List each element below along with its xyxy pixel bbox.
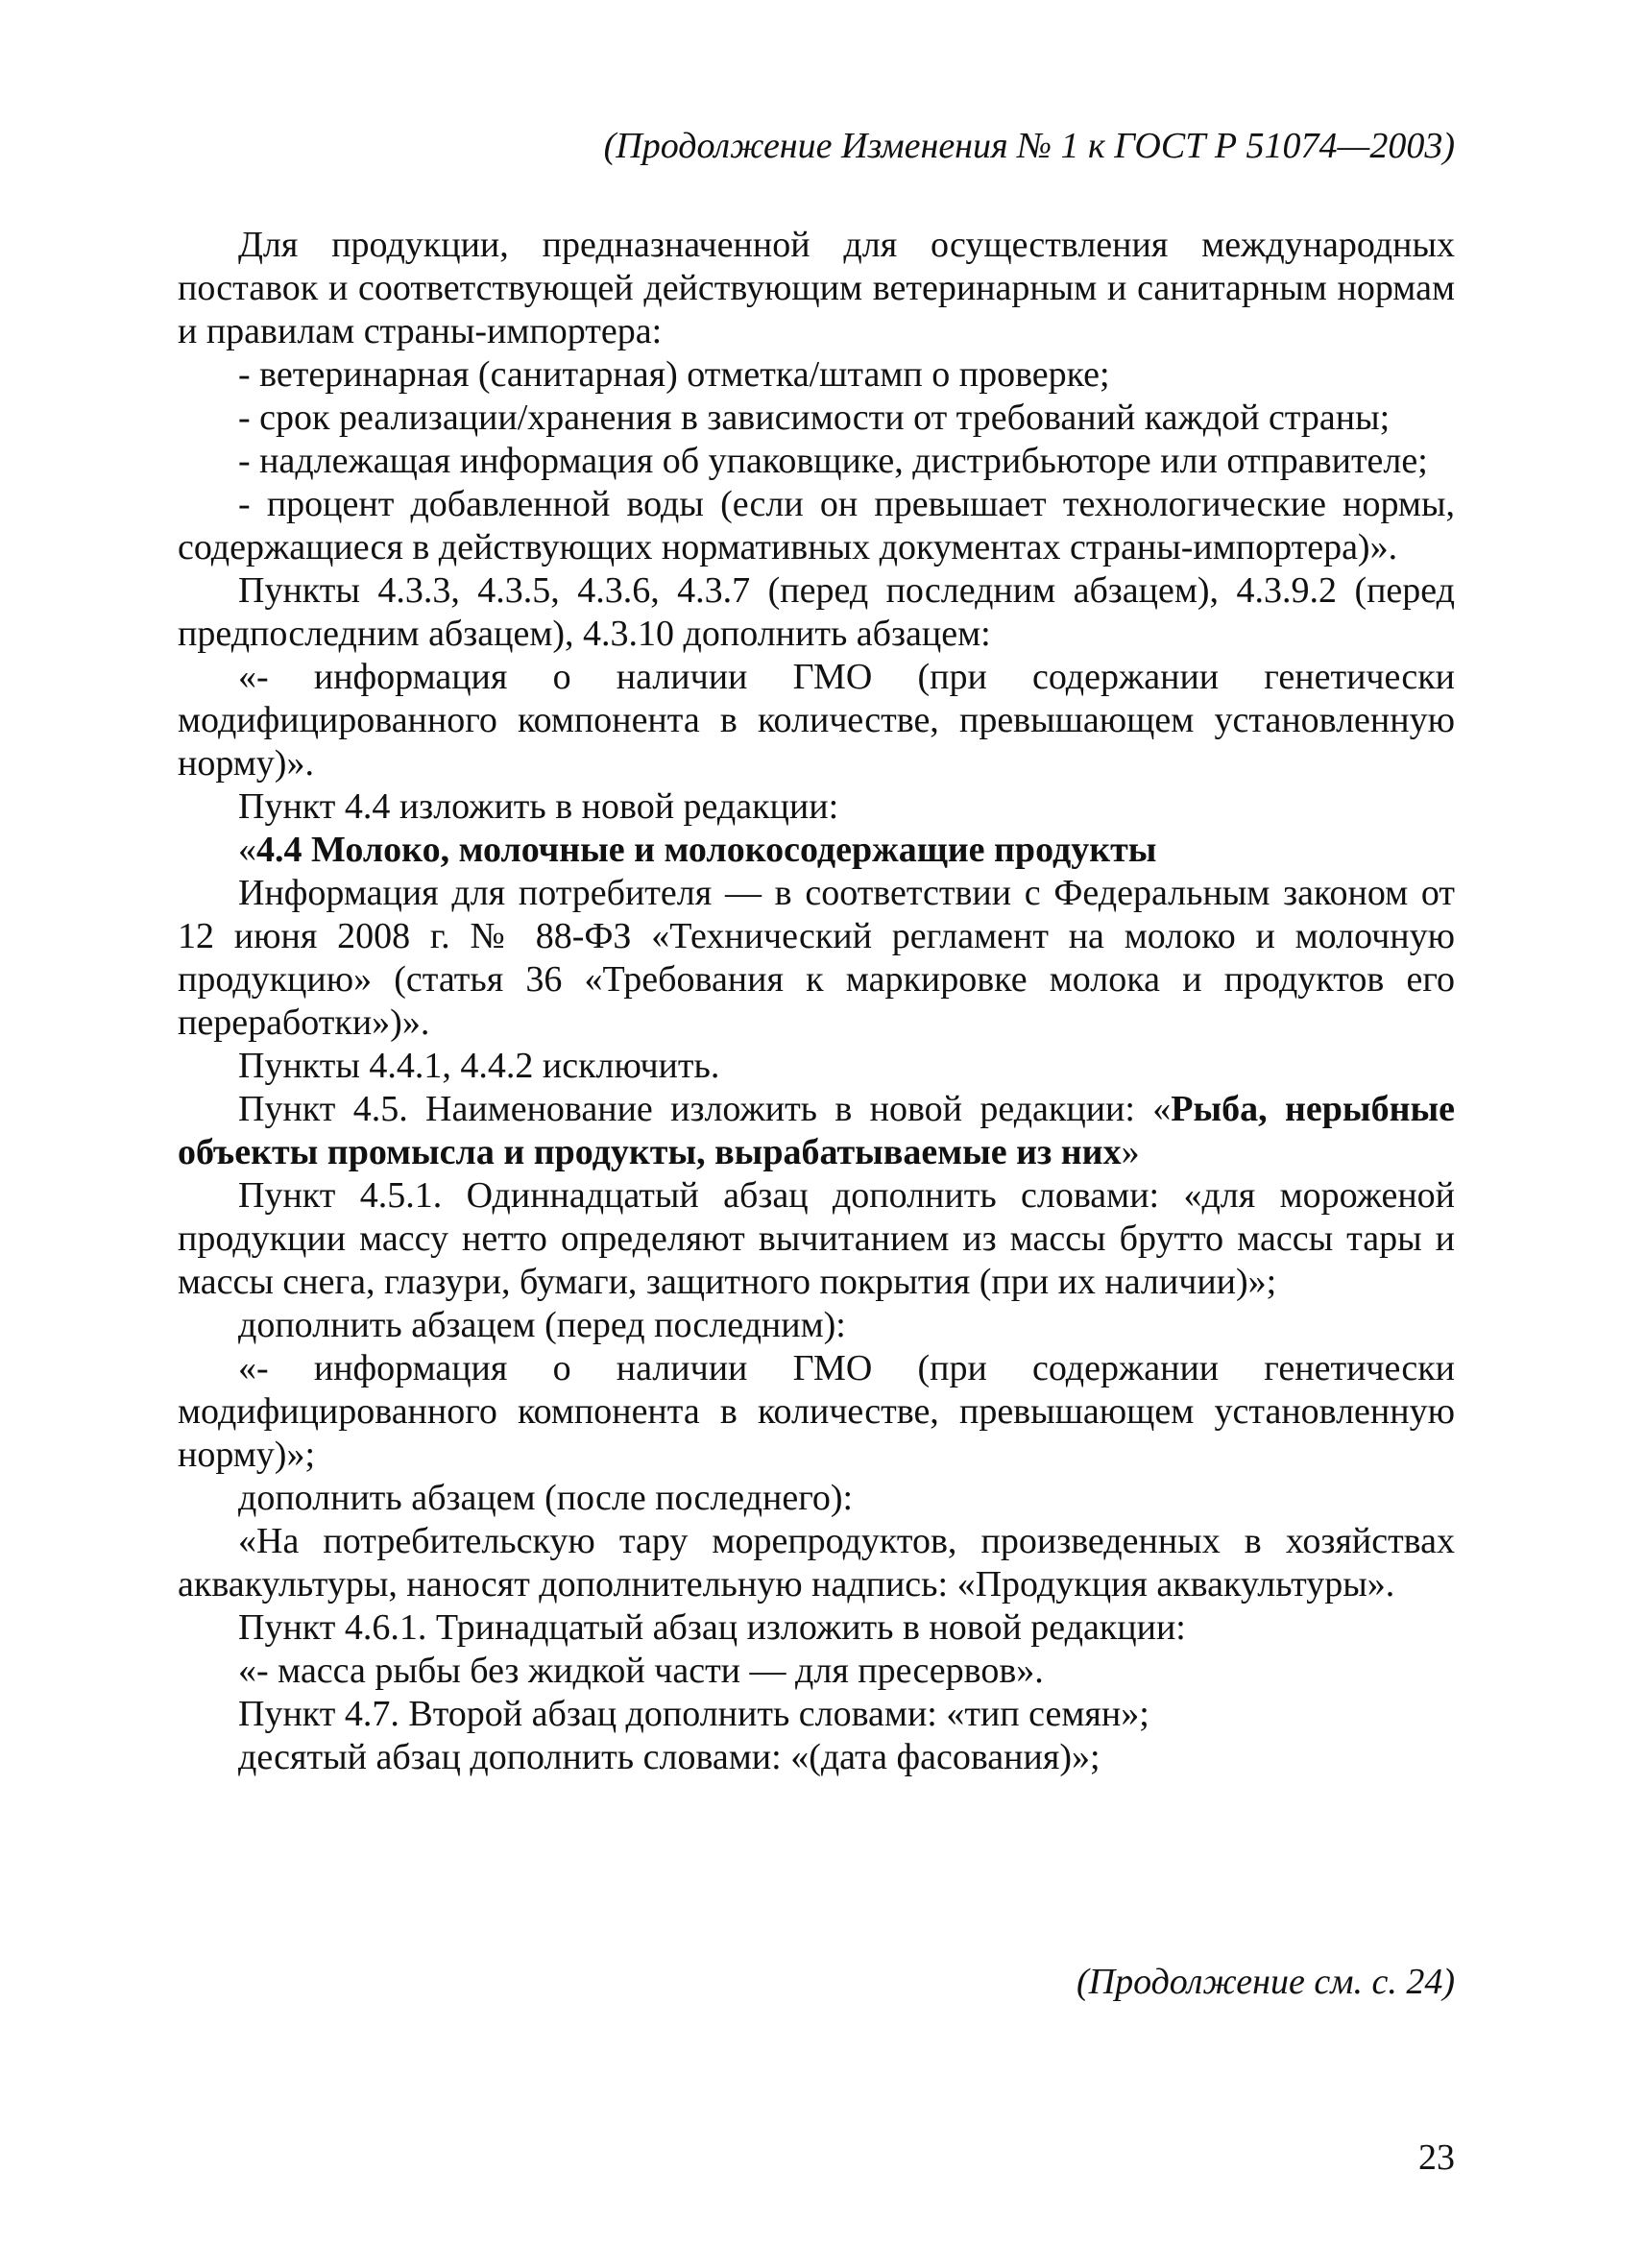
paragraph: Пункт 4.7. Второй абзац дополнить словами: «тип семян»; [238,1694,1149,1734]
paragraph: Для продукции, предназначенной для осуществления международных поставок и соответствующей действующим ветеринарным и санитарным нормам и правилам страны-импортера: [178,225,1455,351]
heading-text: 4.4 Молоко, молочные и молокосодержащие продукты [256,830,1157,870]
paragraph: «- информация о наличии ГМО (при содержании генетически модифицированного компонента в количестве, превышающем установленную норму)»; [178,1348,1455,1475]
paragraph: дополнить абзацем (после последнего): [238,1478,854,1518]
paragraph: «- масса рыбы без жидкой части — для пресервов». [238,1651,1044,1691]
continuation-header: (Продолжение Изменения № 1 к ГОСТ Р 51074—2003) [603,126,1455,166]
continuation-footer: (Продолжение см. с. 24) [1076,1962,1455,2002]
paragraph: - надлежащая информация об упаковщике, дистрибьюторе или отправителе; [238,441,1428,481]
point-4-5-suffix: » [1121,1132,1140,1172]
paragraph: Пункт 4.4 изложить в новой редакции: [238,786,839,827]
section-heading-4-4 [178,829,1455,872]
point-4-5-title: Рыба, нерыбные объекты промысла и продукты, вырабатываемые из них [178,1089,1455,1172]
document-body [178,224,1455,1779]
paragraph: дополнить абзацем (перед последним): [238,1305,846,1345]
paragraph: Пункт 4.6.1. Тринадцатый абзац изложить в новой редакции: [238,1607,1186,1648]
paragraph: Пункты 4.4.1, 4.4.2 исключить. [238,1046,720,1086]
paragraph: Информация для потребителя — в соответствии с Федеральным законом от 12 июня 2008 г. № 88-ФЗ «Технический регламент на молоко и молочную продукцию» (статья 36 «Требования к маркировке молока и продуктов его переработки»)». [178,873,1455,1043]
page-number: 23 [1418,2137,1455,2178]
heading-quote: « [238,830,256,870]
paragraph-point-4-5 [178,1088,1455,1174]
paragraph: «- информация о наличии ГМО (при содержании генетически модифицированного компонента в количестве, превышающем установленную норму)». [178,657,1455,784]
point-4-5-prefix: Пункт 4.5. Наименование изложить в новой редакции: « [238,1089,1172,1129]
paragraph: - срок реализации/хранения в зависимости от требований каждой страны; [238,398,1391,438]
paragraph: - процент добавленной воды (если он превышает технологические нормы, содержащиеся в действующих нормативных документах страны-импортера)». [178,484,1455,567]
document-page [178,0,1455,2268]
paragraph: - ветеринарная (санитарная) отметка/штамп о проверке; [238,354,1110,395]
paragraph: Пункты 4.3.3, 4.3.5, 4.3.6, 4.3.7 (перед последним абзацем), 4.3.9.2 (перед предпоследним абзацем), 4.3.10 дополнить абзацем: [178,570,1455,654]
paragraph: «На потребительскую тару морепродуктов, произведенных в хозяйствах аквакультуры, наносят дополнительную надпись: «Продукция аквакультуры». [178,1521,1455,1604]
paragraph: Пункт 4.5.1. Одиннадцатый абзац дополнить словами: «для мороженой продукции массу нетто определяют вычитанием из массы брутто массы тары и массы снега, глазури, бумаги, защитного покрытия (при их наличии)»; [178,1175,1455,1302]
paragraph: десятый абзац дополнить словами: «(дата фасования)»; [238,1737,1101,1777]
